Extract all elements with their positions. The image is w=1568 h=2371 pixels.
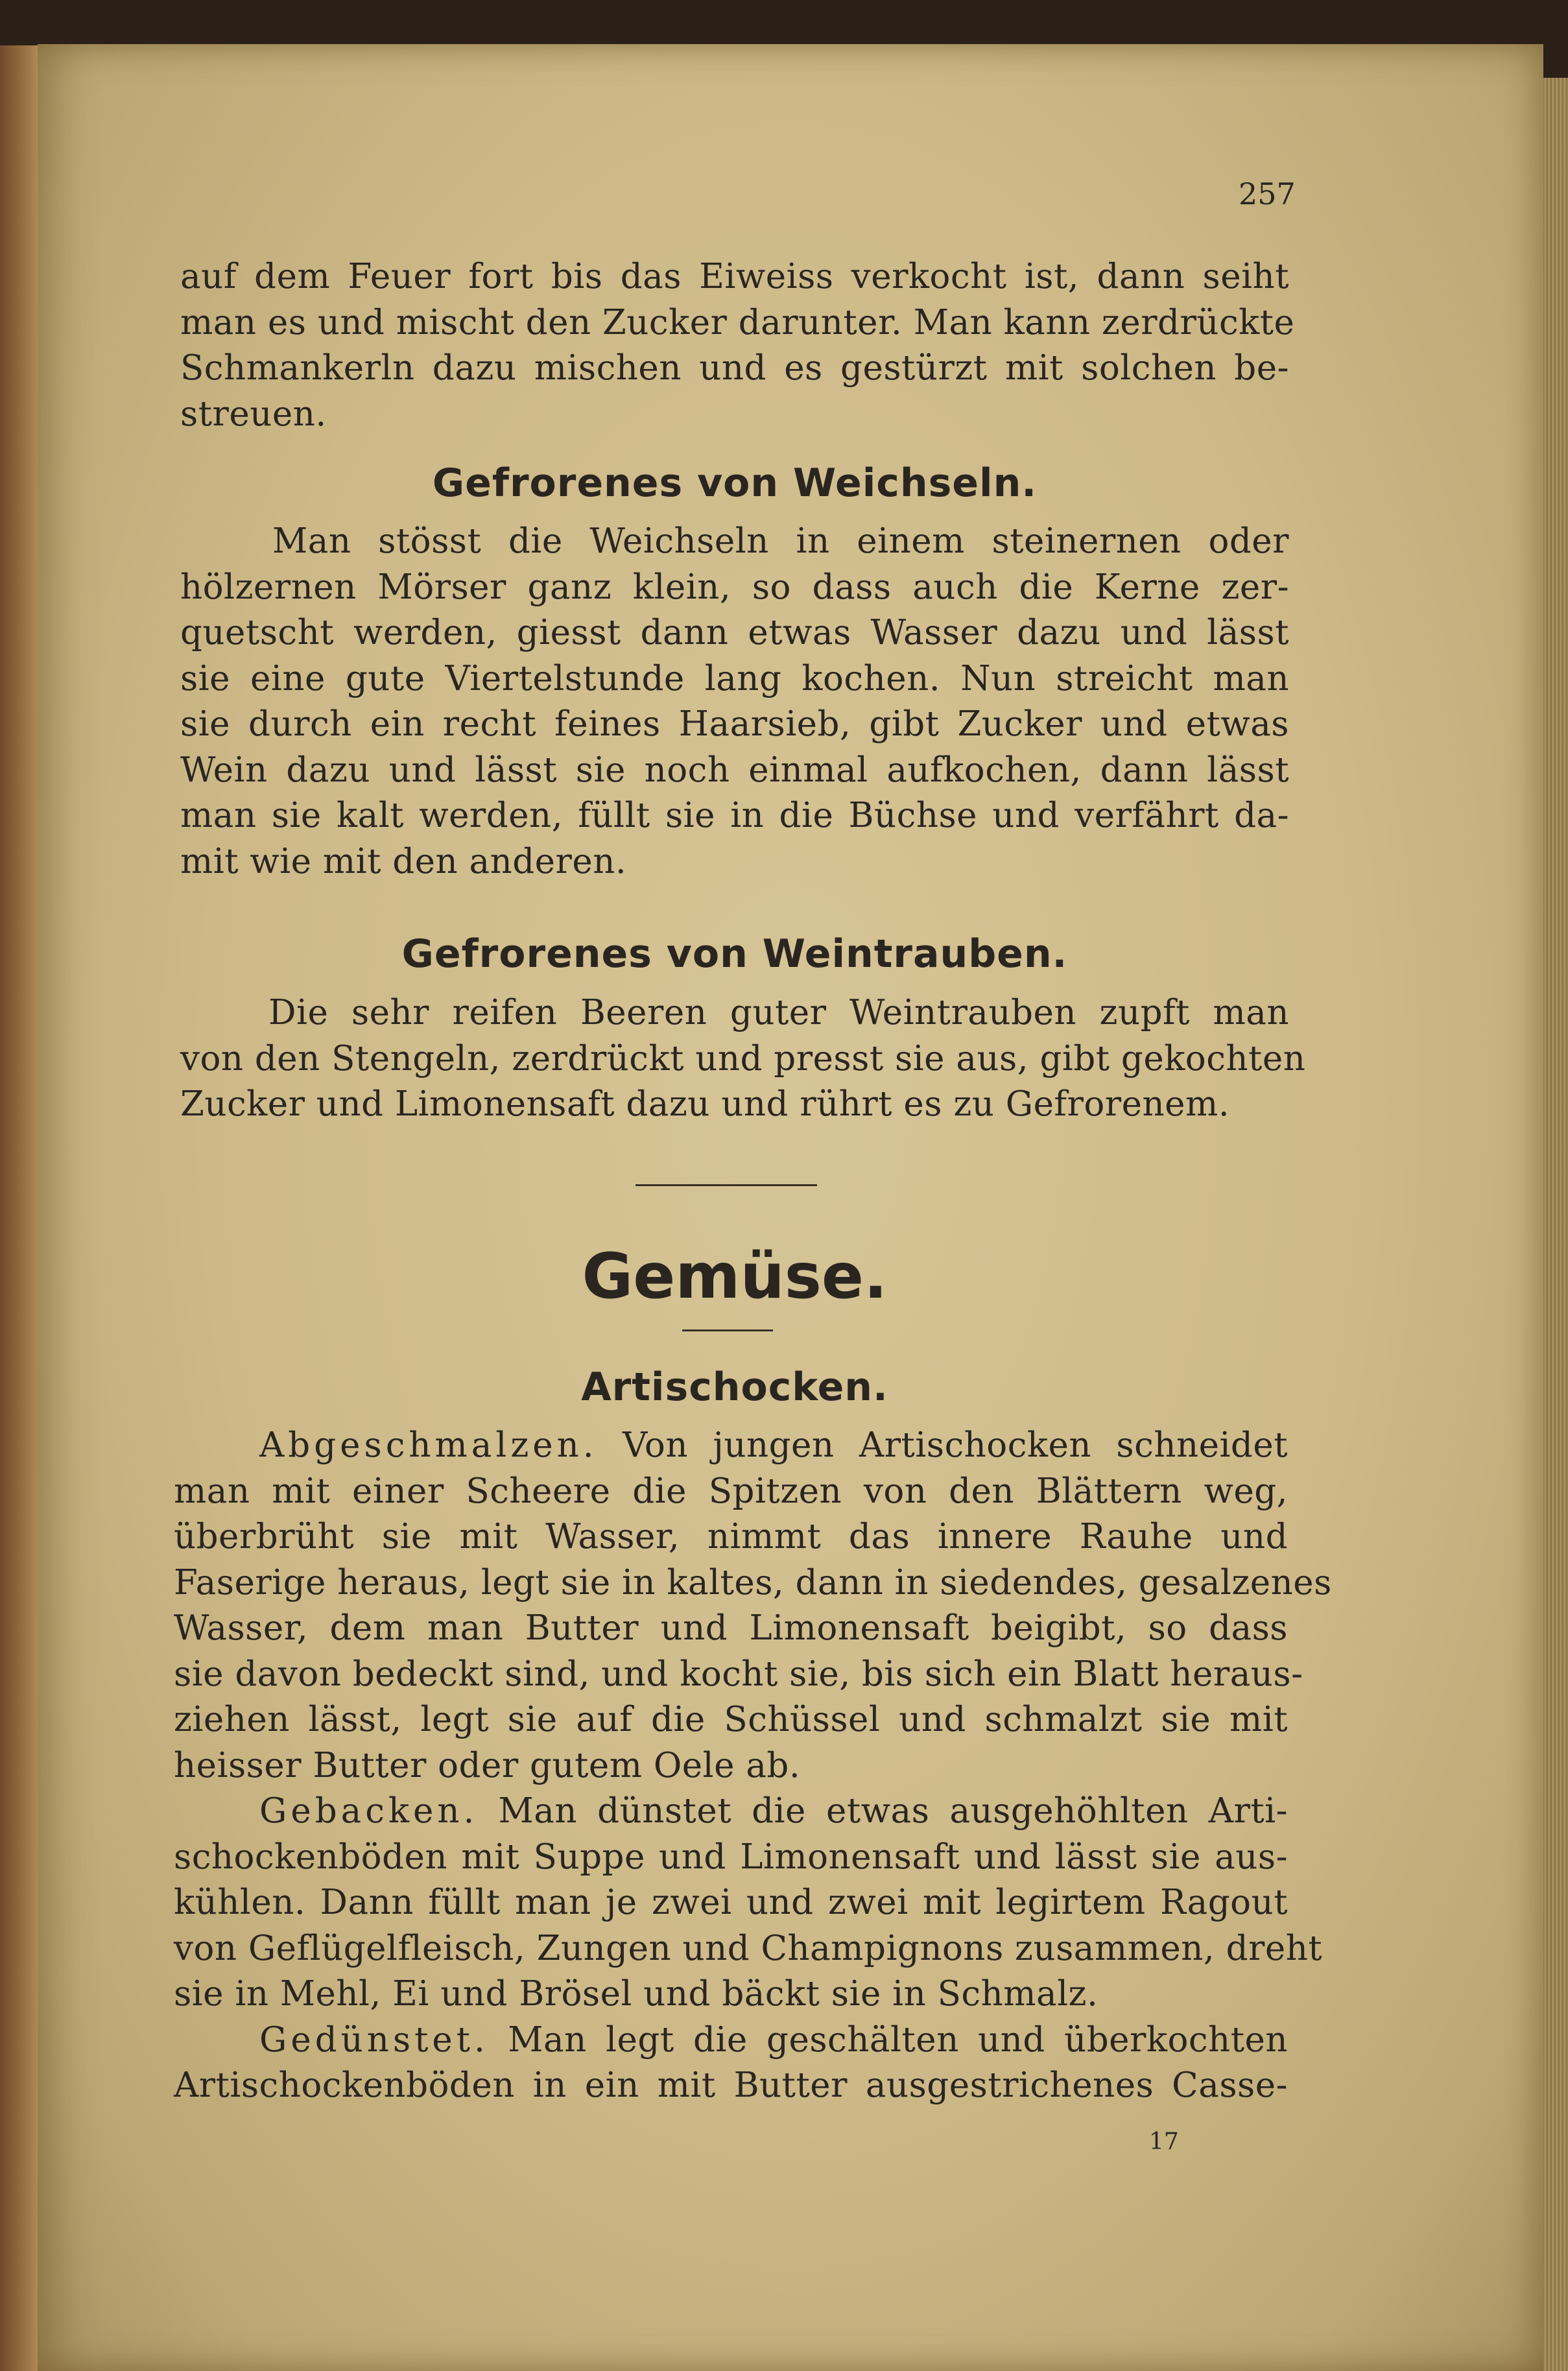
text-run: Von jungen Artischocken schneidet (623, 1425, 1288, 1465)
text-line: quetscht werden, giesst dann etwas Wasser dazu und lässt (180, 613, 1289, 652)
text-line: von den Stengeln, zerdrückt und presst sie aus, gibt gekochten (180, 1038, 1306, 1078)
section-heading-artischocken: Artischocken. (581, 1364, 888, 1410)
text-run: Man legt die geschälten und überkochten (508, 2020, 1288, 2060)
chapter-title: Gemüse. (582, 1240, 888, 1313)
page-edges (1543, 78, 1568, 2371)
text-line: man sie kalt werden, füllt sie in die Büchse und verfährt da- (180, 796, 1289, 835)
text-line (174, 1423, 1288, 1469)
artischocken-paragraphs (174, 1423, 1332, 2109)
text-line: überbrüht sie mit Wasser, nimmt das innere Rauhe und (174, 1517, 1288, 1556)
text-line: man mit einer Scheere die Spitzen von den Blättern weg, (174, 1471, 1288, 1511)
section-divider (636, 1184, 817, 1186)
section-heading-weichseln: Gefrorenes von Weichseln. (432, 460, 1038, 506)
text-line: auf dem Feuer fort bis das Eiweiss verkocht ist, dann seiht (180, 257, 1289, 296)
text-line: man es und mischt den Zucker darunter. Man kann zerdrückte (180, 302, 1295, 342)
text-line: Schmankerln dazu mischen und es gestürzt mit solchen be- (180, 348, 1289, 388)
text-line: Faserige heraus, legt sie in kaltes, dann in siedendes, gesalzenes (174, 1562, 1332, 1603)
text-line: Zucker und Limonensaft dazu und rührt es zu Gefrorenem. (180, 1084, 1230, 1124)
lead-term-abgeschmalzen: Abgeschmalzen. (259, 1425, 598, 1465)
text-line: sie durch ein recht feines Haarsieb, gibt Zucker und etwas (180, 704, 1289, 744)
title-underline (682, 1329, 773, 1331)
text-line: sie davon bedeckt sind, und kocht sie, bis sich ein Blatt heraus- (174, 1654, 1303, 1694)
text-line: Artischockenböden in ein mit Butter ausgestrichenes Casse- (174, 2066, 1288, 2105)
intro-paragraph (180, 254, 1295, 437)
text-line: sie in Mehl, Ei und Brösel und bäckt sie in Schmalz. (174, 1974, 1099, 2014)
text-line: von Geflügelfleisch, Zungen und Champignons zusammen, dreht (174, 1928, 1323, 1968)
text-line: Wasser, dem man Butter und Limonensaft beigibt, so dass (174, 1608, 1288, 1648)
book-binding (0, 45, 38, 2371)
text-line: streuen. (180, 394, 327, 434)
text-line (174, 1789, 1288, 1835)
text-line: kühlen. Dann füllt man je zwei und zwei mit legirtem Ragout (174, 1883, 1288, 1922)
text-line: hölzernen Mörser ganz klein, so dass auch die Kerne zer- (180, 567, 1289, 607)
lead-term-gebacken: Gebacken. (259, 1791, 479, 1831)
text-line: ziehen lässt, legt sie auf die Schüssel und schmalzt sie mit (174, 1700, 1288, 1739)
text-line: sie eine gute Viertelstunde lang kochen. Nun streicht man (180, 658, 1289, 698)
weichseln-paragraph (180, 519, 1289, 885)
text-line: mit wie mit den anderen. (180, 841, 627, 881)
page-number: 257 (1239, 176, 1296, 211)
text-line (174, 2018, 1288, 2064)
text-line: schockenböden mit Suppe und Limonensaft und lässt sie aus- (174, 1837, 1288, 1877)
text-line: Man stösst die Weichseln in einem steinernen oder (272, 521, 1289, 561)
weintrauben-paragraph (180, 990, 1306, 1128)
lead-term-geduenstet: Gedünstet. (259, 2020, 489, 2060)
text-line: Die sehr reifen Beeren guter Weintrauben zupft man (268, 993, 1289, 1032)
text-line: heisser Butter oder gutem Oele ab. (174, 1745, 801, 1785)
text-run: Man dünstet die etwas ausgehöhlten Arti- (498, 1791, 1288, 1831)
signature-mark: 17 (1149, 2128, 1179, 2155)
text-line: Wein dazu und lässt sie noch einmal aufkochen, dann lässt (180, 750, 1289, 790)
section-heading-weintrauben: Gefrorenes von Weintrauben. (401, 931, 1068, 977)
